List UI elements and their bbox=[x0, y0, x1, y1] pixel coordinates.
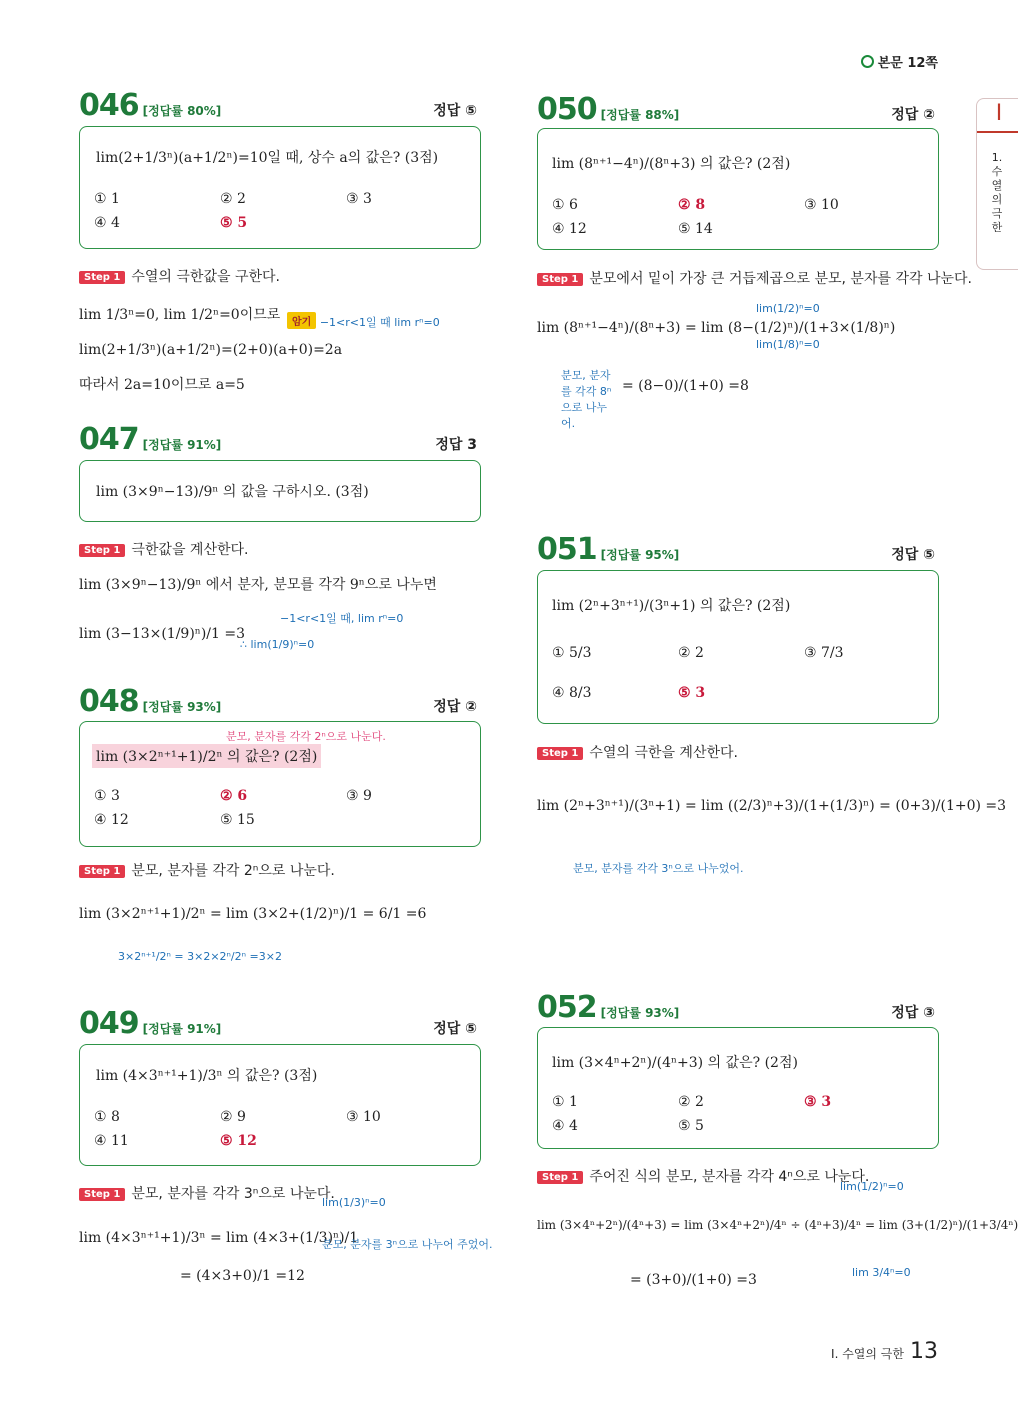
choice-2[interactable]: ② 2 bbox=[678, 1094, 704, 1110]
step-header-050: Step 1 분모에서 밑이 가장 큰 거듭제곱으로 분모, 분자를 각각 나눈다. bbox=[537, 268, 972, 288]
choice-3[interactable]: ③ 7/3 bbox=[804, 645, 844, 661]
solution-line: lim (3×9ⁿ−13)/9ⁿ 에서 분자, 분모를 각각 9ⁿ으로 나누면 bbox=[79, 577, 437, 593]
chapter-side-tab[interactable] bbox=[976, 98, 1018, 270]
solution-line: = (4×3+0)/1 =12 bbox=[180, 1268, 305, 1284]
question-text: lim (4×3ⁿ⁺¹+1)/3ⁿ 의 값은? (3점) bbox=[96, 1068, 318, 1084]
problem-number: 047 bbox=[79, 422, 139, 457]
solution-line: = (3+0)/(1+0) =3 bbox=[630, 1272, 757, 1288]
problem-number: 046 bbox=[79, 88, 139, 123]
solution-line: = (8−0)/(1+0) =8 bbox=[622, 378, 749, 394]
side-note: lim(1/3)ⁿ=0 bbox=[322, 1196, 386, 1209]
correct-rate: [정답률 88%] bbox=[600, 108, 680, 122]
solution-line: lim (2ⁿ+3ⁿ⁺¹)/(3ⁿ+1) = lim ((2/3)ⁿ+3)/(1+(1/3)ⁿ) = (0+3)/(1+0) =3 bbox=[537, 798, 1007, 814]
problem-048 bbox=[79, 684, 481, 719]
choice-2[interactable]: ② 2 bbox=[678, 645, 704, 661]
side-note: 분모, 분자를 각각 3ⁿ으로 나누었어. bbox=[573, 862, 744, 875]
problem-051 bbox=[537, 532, 939, 567]
choice-3[interactable]: ③ 10 bbox=[804, 197, 839, 213]
step-header-051: Step 1 수열의 극한을 계산한다. bbox=[537, 742, 738, 762]
question-text: lim (3×4ⁿ+2ⁿ)/(4ⁿ+3) 의 값은? (2점) bbox=[552, 1055, 798, 1071]
page-reference: 본문 12쪽 bbox=[861, 52, 938, 71]
choice-1[interactable]: ① 3 bbox=[94, 788, 120, 804]
side-note: 분모, 분자를 3ⁿ으로 나누어 주었어. bbox=[322, 1238, 493, 1251]
circle-icon bbox=[861, 55, 874, 68]
choice-3-checked[interactable]: ③ 3 bbox=[804, 1094, 832, 1110]
problem-049 bbox=[79, 1006, 481, 1041]
problem-047 bbox=[79, 422, 481, 457]
step-header-047: Step 1 극한값을 계산한다. bbox=[79, 539, 248, 559]
memo-note: 암기 −1<r<1일 때 lim rⁿ=0 bbox=[287, 312, 440, 330]
solution-line: lim 1/3ⁿ=0, lim 1/2ⁿ=0이므로 bbox=[79, 307, 281, 323]
choice-2[interactable]: ② 2 bbox=[220, 191, 246, 207]
side-note: 3×2ⁿ⁺¹/2ⁿ = 3×2×2ⁿ/2ⁿ =3×2 bbox=[118, 950, 282, 963]
choice-5-checked[interactable]: ⑤ 3 bbox=[678, 685, 706, 701]
page-number: 13 bbox=[910, 1339, 938, 1364]
answer-label: 정답 ② bbox=[891, 107, 935, 123]
choice-4[interactable]: ④ 4 bbox=[94, 215, 120, 231]
problem-050 bbox=[537, 92, 939, 127]
choice-5-checked[interactable]: ⑤ 5 bbox=[220, 215, 248, 231]
step-badge: Step 1 bbox=[79, 865, 125, 878]
solution-line: 따라서 2a=10이므로 a=5 bbox=[79, 377, 245, 393]
step-badge: Step 1 bbox=[537, 747, 583, 760]
choice-4[interactable]: ④ 12 bbox=[552, 221, 587, 237]
question-box-047 bbox=[79, 460, 481, 522]
correct-rate: [정답률 93%] bbox=[600, 1006, 680, 1020]
choice-4[interactable]: ④ 12 bbox=[94, 812, 129, 828]
correct-rate: [정답률 91%] bbox=[142, 438, 222, 452]
problem-number: 050 bbox=[537, 92, 597, 127]
question-box-050 bbox=[537, 128, 939, 250]
question-box-048 bbox=[79, 721, 481, 847]
side-note: ∴ lim(1/9)ⁿ=0 bbox=[240, 638, 315, 651]
side-note: −1<r<1일 때, lim rⁿ=0 bbox=[280, 612, 404, 625]
choice-3[interactable]: ③ 10 bbox=[346, 1109, 381, 1125]
problem-number: 049 bbox=[79, 1006, 139, 1041]
answer-label: 정답 3 bbox=[435, 437, 477, 453]
step-badge: Step 1 bbox=[537, 273, 583, 286]
solution-line: lim (3−13×(1/9)ⁿ)/1 =3 bbox=[79, 626, 246, 642]
step-header-046: Step 1 수열의 극한값을 구한다. bbox=[79, 266, 280, 286]
choice-1[interactable]: ① 8 bbox=[94, 1109, 120, 1125]
chapter-roman: I bbox=[977, 101, 1018, 133]
choice-5[interactable]: ⑤ 15 bbox=[220, 812, 255, 828]
choice-1[interactable]: ① 6 bbox=[552, 197, 578, 213]
choice-1[interactable]: ① 5/3 bbox=[552, 645, 592, 661]
question-text: lim (3×2ⁿ⁺¹+1)/2ⁿ 의 값은? (2점) bbox=[92, 744, 321, 768]
problem-number: 051 bbox=[537, 532, 597, 567]
problem-number: 052 bbox=[537, 990, 597, 1025]
answer-label: 정답 ⑤ bbox=[433, 103, 477, 119]
choice-2-checked[interactable]: ② 8 bbox=[678, 197, 706, 213]
choice-5[interactable]: ⑤ 14 bbox=[678, 221, 713, 237]
answer-label: 정답 ② bbox=[433, 699, 477, 715]
choice-4[interactable]: ④ 8/3 bbox=[552, 685, 592, 701]
solution-line: lim (8ⁿ⁺¹−4ⁿ)/(8ⁿ+3) = lim (8−(1/2)ⁿ)/(1+3×(1/8)ⁿ) bbox=[537, 320, 896, 336]
choice-3[interactable]: ③ 9 bbox=[346, 788, 372, 804]
choice-1[interactable]: ① 1 bbox=[552, 1094, 578, 1110]
choice-4[interactable]: ④ 11 bbox=[94, 1133, 129, 1149]
hint-note: 분모, 분자를 각각 2ⁿ으로 나눈다. bbox=[226, 730, 386, 743]
step-badge: Step 1 bbox=[79, 544, 125, 557]
question-box-051 bbox=[537, 570, 939, 724]
step-badge: Step 1 bbox=[79, 271, 125, 284]
problem-046 bbox=[79, 88, 481, 123]
choice-5-checked[interactable]: ⑤ 12 bbox=[220, 1133, 257, 1149]
step-badge: Step 1 bbox=[79, 1188, 125, 1201]
side-note: lim(1/2)ⁿ=0 bbox=[756, 302, 820, 315]
solution-line: lim(2+1/3ⁿ)(a+1/2ⁿ)=(2+0)(a+0)=2a bbox=[79, 342, 343, 358]
side-note: lim 3/4ⁿ=0 bbox=[852, 1266, 911, 1279]
step-header-048: Step 1 분모, 분자를 각각 2ⁿ으로 나눈다. bbox=[79, 860, 335, 880]
choice-4[interactable]: ④ 4 bbox=[552, 1118, 578, 1134]
question-box-049 bbox=[79, 1044, 481, 1166]
problem-052 bbox=[537, 990, 939, 1025]
step-header-052: Step 1 주어진 식의 분모, 분자를 각각 4ⁿ으로 나눈다. bbox=[537, 1166, 869, 1186]
choice-5[interactable]: ⑤ 5 bbox=[678, 1118, 704, 1134]
question-box-046 bbox=[79, 126, 481, 249]
side-note: lim(1/8)ⁿ=0 bbox=[756, 338, 820, 351]
step-header-049: Step 1 분모, 분자를 각각 3ⁿ으로 나눈다. bbox=[79, 1183, 335, 1203]
choice-2-checked[interactable]: ② 6 bbox=[220, 788, 248, 804]
question-box-052 bbox=[537, 1027, 939, 1149]
question-text: lim(2+1/3ⁿ)(a+1/2ⁿ)=10일 때, 상수 a의 값은? (3점) bbox=[96, 150, 439, 166]
correct-rate: [정답률 80%] bbox=[142, 104, 222, 118]
choice-3[interactable]: ③ 3 bbox=[346, 191, 372, 207]
question-text: lim (3×9ⁿ−13)/9ⁿ 의 값을 구하시오. (3점) bbox=[96, 484, 369, 500]
chapter-title: 1. 수열의 극한 bbox=[991, 151, 1003, 234]
solution-line: lim (3×4ⁿ+2ⁿ)/(4ⁿ+3) = lim (3×4ⁿ+2ⁿ)/4ⁿ ÷ (4ⁿ+3)/4ⁿ = lim (3+(1/2)ⁿ)/(1+3/4ⁿ) bbox=[537, 1218, 1018, 1232]
step-badge: Step 1 bbox=[537, 1171, 583, 1184]
question-text: lim (2ⁿ+3ⁿ⁺¹)/(3ⁿ+1) 의 값은? (2점) bbox=[552, 598, 791, 614]
correct-rate: [정답률 93%] bbox=[142, 700, 222, 714]
answer-label: 정답 ⑤ bbox=[891, 547, 935, 563]
side-note: 분모, 분자를 각각 8ⁿ으로 나누어. bbox=[561, 369, 612, 430]
choice-1[interactable]: ① 1 bbox=[94, 191, 120, 207]
problem-number: 048 bbox=[79, 684, 139, 719]
choice-2[interactable]: ② 9 bbox=[220, 1109, 246, 1125]
answer-label: 정답 ③ bbox=[891, 1005, 935, 1021]
answer-label: 정답 ⑤ bbox=[433, 1021, 477, 1037]
solution-line: lim (4×3ⁿ⁺¹+1)/3ⁿ = lim (4×3+(1/3)ⁿ)/1 bbox=[79, 1230, 359, 1246]
page-footer: I. 수열의 극한 13 bbox=[831, 1339, 938, 1364]
side-note: lim(1/2)ⁿ=0 bbox=[840, 1180, 904, 1193]
solution-line: lim (3×2ⁿ⁺¹+1)/2ⁿ = lim (3×2+(1/2)ⁿ)/1 = 6/1 =6 bbox=[79, 906, 427, 922]
question-text: lim (8ⁿ⁺¹−4ⁿ)/(8ⁿ+3) 의 값은? (2점) bbox=[552, 156, 791, 172]
correct-rate: [정답률 91%] bbox=[142, 1022, 222, 1036]
correct-rate: [정답률 95%] bbox=[600, 548, 680, 562]
